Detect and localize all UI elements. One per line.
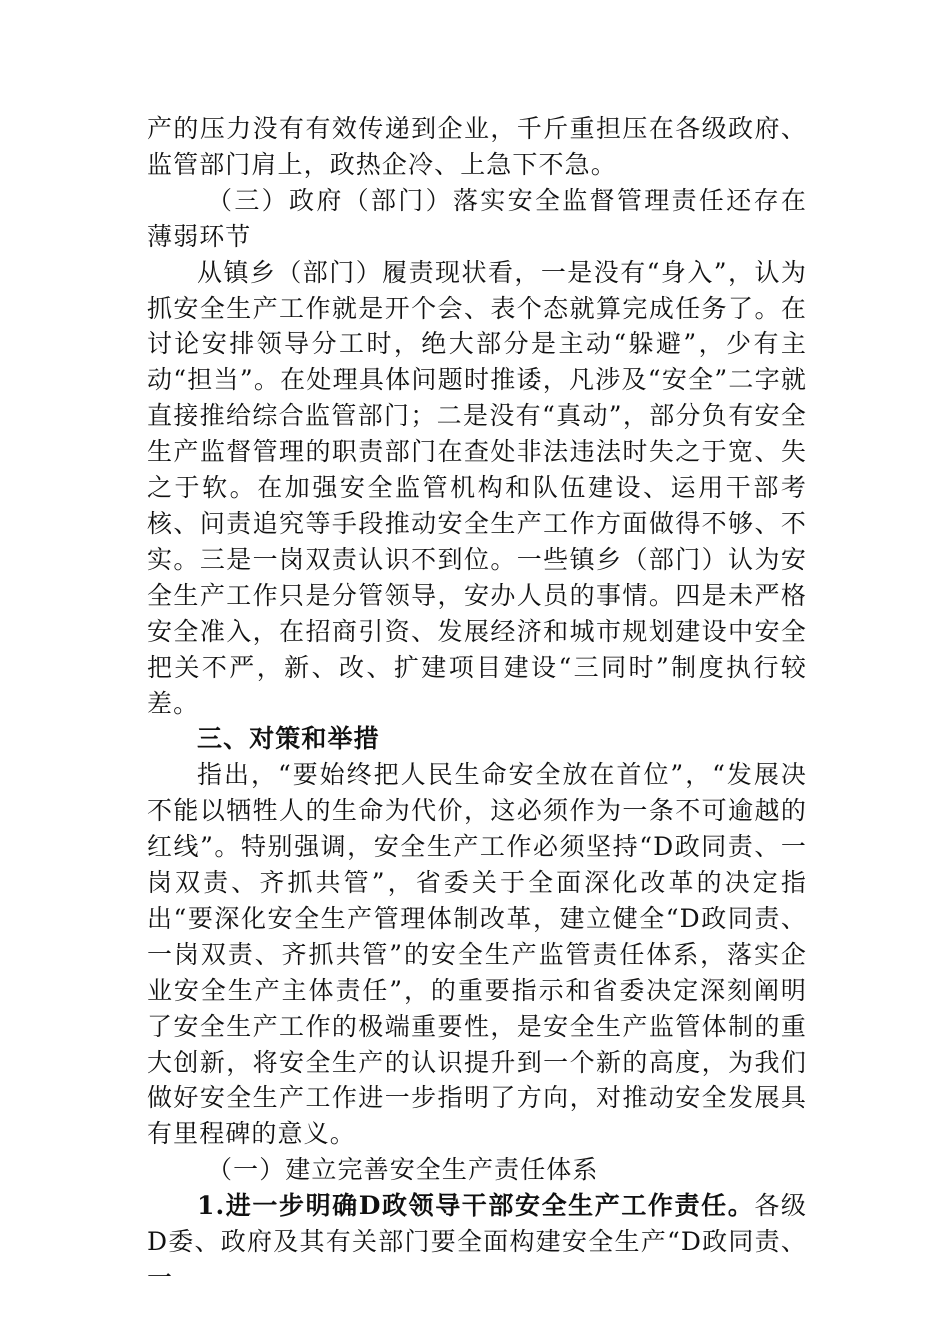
subsection-heading-1: （一）建立完善安全生产责任体系 [207,1155,599,1185]
paragraph-duty-status: 从镇乡（部门）履责现状看，一是没有“身入”，认为抓安全生产工作就是开个会、表个态就算完成任务了。在讨论安排领导分工时，绝大部分是主动“躲避”，少有主动“担当”。在处理具体问题时推诿，凡涉及“安全”二字就直接推给综合监管部门；二是没有“真动”，部分负有安全生产监督管理的职责部门在查处非法违法时失之于宽、失之于软。在加强安全监管机构和队伍建设、运用干部考核、问责追究等手段推动安全生产工作方面做得不够、不实。三是一岗双责认识不到位。一些镇乡（部门）认为安全生产工作只是分管领导，安办人员的事情。四是未严格安全准入，在招商引资、发展经济和城市规划建设中安全把关不严，新、改、扩建项目建设“三同时”制度执行较差。 [147,257,807,718]
paragraph-responsibility [147,1188,807,1296]
bold-lead-sentence: 1.进一步明确D政领导干部安全生产工作责任。 [197,1191,755,1221]
document-body [147,111,807,1296]
paragraph-continued: 产的压力没有有效传递到企业，千斤重担压在各级政府、监管部门肩上，政热企冷、上急下不急。 [147,114,807,179]
paragraph-instructions: 指出，“要始终把人民生命安全放在首位”，“发展决不能以牺牲人的生命为代价，这必须作为一条不可逾越的红线”。特别强调，安全生产工作必须坚持“D政同责、一岗双责、齐抓共管”，省委关于全面深化改革的决定指出“要深化安全生产管理体制改革，建立健全“D政同责、一岗双责、齐抓共管”的安全生产监管责任体系，落实企业安全生产主体责任”，的重要指示和省委决定深刻阐明了安全生产工作的极端重要性，是安全生产监管体制的重大创新，将安全生产的认识提升到一个新的高度，为我们做好安全生产工作进一步指明了方向，对推动安全发展具有里程碑的意义。 [147,760,807,1149]
paragraph-responsibility-text: 各级D委、政府及其有关部门要全面构建安全生产“D政同责、一 [147,1191,808,1292]
subsection-heading-3: （三）政府（部门）落实安全监督管理责任还存在薄弱环节 [147,185,807,251]
section-heading-countermeasures: 三、对策和举措 [197,724,380,754]
